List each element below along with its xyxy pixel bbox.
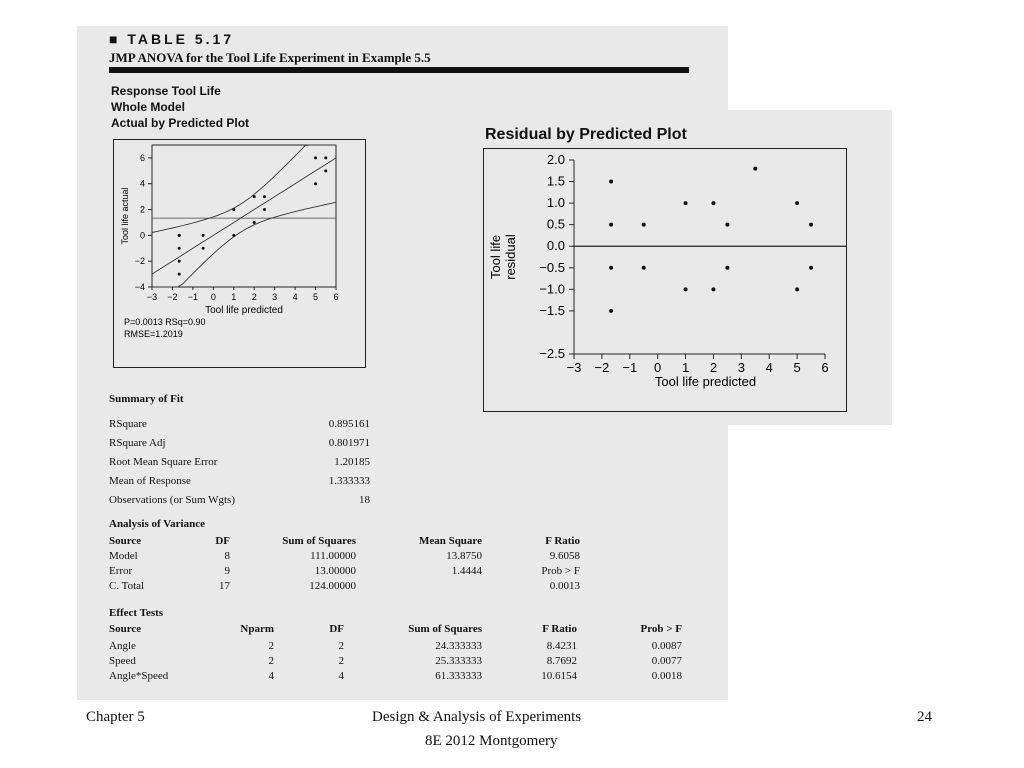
y-tick-label: −4 <box>134 282 145 292</box>
footer-edition: 8E 2012 Montgomery <box>425 733 558 749</box>
effect-cell: Speed <box>109 655 136 667</box>
anova-cell: 111.00000 <box>310 550 356 562</box>
y-tick-label: 1.5 <box>546 173 565 189</box>
residual-point <box>642 266 646 270</box>
effect-cell: 10.6154 <box>541 670 577 682</box>
x-axis-label: Tool life predicted <box>654 374 757 389</box>
anova-cell: Model <box>109 550 138 562</box>
data-point <box>253 195 256 198</box>
title-rule <box>109 67 689 73</box>
y-axis-label: Tool life actual <box>120 187 130 245</box>
effect-cell: 4 <box>268 670 274 682</box>
data-point <box>178 260 181 263</box>
residual-plot-title: Residual by Predicted Plot <box>485 126 687 143</box>
fit-line <box>152 158 336 274</box>
x-tick-label: 0 <box>210 292 216 302</box>
residual-point <box>809 223 813 227</box>
upper-confidence-curve <box>152 145 336 233</box>
effect-cell: 2 <box>338 655 344 667</box>
anova-cell: 8 <box>224 550 230 562</box>
anova-cell: Error <box>109 565 133 577</box>
data-point <box>178 273 181 276</box>
x-tick-label: 6 <box>333 292 339 302</box>
effect-header: Nparm <box>240 623 274 635</box>
effect-cell: 61.333333 <box>435 670 482 682</box>
residual-point <box>609 223 613 227</box>
residual-point <box>795 201 799 205</box>
x-tick-label: 4 <box>292 292 298 302</box>
table-title: JMP ANOVA for the Tool Life Experiment in Example 5.5 <box>109 50 431 65</box>
y-tick-label: 0.0 <box>546 238 565 254</box>
y-tick-label: 2.0 <box>546 152 565 167</box>
effect-cell: 0.0018 <box>651 670 682 682</box>
y-tick-label: −0.5 <box>539 259 565 275</box>
effect-tests-heading: Effect Tests <box>109 607 164 619</box>
data-point <box>314 182 317 185</box>
data-point <box>202 234 205 237</box>
residual-point <box>725 266 729 270</box>
data-point <box>263 208 266 211</box>
x-tick-label: 3 <box>272 292 278 302</box>
residual-point <box>711 201 715 205</box>
footer-page-number: 24 <box>917 709 932 725</box>
y-tick-label: −2 <box>134 256 145 267</box>
anova-cell: 124.00000 <box>309 580 356 592</box>
y-tick-label: −2.5 <box>539 346 565 361</box>
residual-point <box>609 266 613 270</box>
anova-header: Mean Square <box>418 535 482 547</box>
effect-cell: 8.4231 <box>546 640 577 652</box>
effect-cell: Angle*Speed <box>109 670 169 682</box>
anova-header: Sum of Squares <box>282 535 356 547</box>
anova-cell: C. Total <box>109 580 145 592</box>
summary-label: Root Mean Square Error <box>109 456 218 468</box>
anova-cell: 0.0013 <box>549 580 580 592</box>
residual-plot-box <box>483 148 847 412</box>
summary-label: RSquare Adj <box>109 437 166 449</box>
x-tick-label: 2 <box>251 292 257 302</box>
summary-label: RSquare <box>109 418 147 430</box>
x-tick-label: −3 <box>146 292 158 302</box>
actual-by-predicted-box <box>113 139 366 368</box>
y-tick-label: 0 <box>139 230 145 241</box>
data-point <box>232 234 235 237</box>
table-tag: ■ TABLE 5.17 <box>109 31 235 47</box>
effect-header: F Ratio <box>542 623 577 635</box>
y-tick-label: −1.0 <box>539 281 565 297</box>
y-tick-label: 1.0 <box>546 195 565 211</box>
data-point <box>253 221 256 224</box>
summary-value: 18 <box>359 494 370 506</box>
summary-label: Mean of Response <box>109 475 191 487</box>
data-point <box>178 247 181 250</box>
fit-statistics: P=0.0013 RSq=0.90 <box>124 317 206 327</box>
actual-by-predicted-chart <box>114 140 365 367</box>
y-tick-label: 0.5 <box>546 216 565 232</box>
residual-point <box>609 309 613 313</box>
anova-cell: 13.00000 <box>314 565 356 577</box>
effect-cell: 0.0087 <box>651 640 682 652</box>
x-tick-label: 1 <box>231 292 237 302</box>
whole-model-heading: Whole Model <box>111 100 185 114</box>
x-tick-label: 4 <box>765 360 773 375</box>
summary-heading: Summary of Fit <box>109 393 184 405</box>
x-tick-label: 5 <box>313 292 319 302</box>
effect-cell: 0.0077 <box>651 655 682 667</box>
x-tick-label: −1 <box>187 292 199 302</box>
x-tick-label: −1 <box>622 360 638 375</box>
data-point <box>232 208 235 211</box>
residual-point <box>609 180 613 184</box>
y-tick-label: 4 <box>139 178 145 189</box>
x-tick-label: 6 <box>821 360 829 375</box>
effect-header: Source <box>109 623 142 635</box>
anova-cell: 17 <box>219 580 230 592</box>
effect-cell: 8.7692 <box>546 655 577 667</box>
summary-label: Observations (or Sum Wgts) <box>109 494 235 506</box>
effect-cell: 2 <box>338 640 344 652</box>
anova-cell: 9.6058 <box>549 550 580 562</box>
x-tick-label: −3 <box>566 360 582 375</box>
residual-point <box>711 287 715 291</box>
effect-cell: 25.333333 <box>435 655 482 667</box>
anova-heading: Analysis of Variance <box>109 518 205 530</box>
residual-point <box>684 201 688 205</box>
y-tick-label: 6 <box>139 152 145 163</box>
data-point <box>202 247 205 250</box>
x-tick-label: 1 <box>681 360 690 375</box>
data-point <box>324 156 327 159</box>
residual-point <box>725 223 729 227</box>
y-axis-label-line2: residual <box>503 234 518 280</box>
residual-point <box>642 223 646 227</box>
effect-header: Prob > F <box>640 623 682 635</box>
y-axis-label-line1: Tool life <box>488 234 503 280</box>
x-axis-label: Tool life predicted <box>205 305 283 316</box>
residual-by-predicted-chart <box>484 149 846 411</box>
x-tick-label: 2 <box>709 360 718 375</box>
residual-point <box>809 266 813 270</box>
effect-cell: 4 <box>338 670 344 682</box>
residual-point <box>753 167 757 171</box>
effect-cell: Angle <box>109 640 136 652</box>
footer-chapter: Chapter 5 <box>86 709 145 725</box>
effect-cell: 2 <box>268 640 274 652</box>
anova-cell: 13.8750 <box>446 550 482 562</box>
effect-header: Sum of Squares <box>408 623 482 635</box>
anova-header: Source <box>109 535 142 547</box>
x-tick-label: 5 <box>793 360 801 375</box>
actual-plot-heading: Actual by Predicted Plot <box>111 116 250 130</box>
x-tick-label: −2 <box>594 360 610 375</box>
effect-header: DF <box>329 623 344 635</box>
y-tick-label: 2 <box>139 204 145 215</box>
summary-value: 1.333333 <box>328 475 370 487</box>
effect-cell: 24.333333 <box>435 640 482 652</box>
anova-header: DF <box>215 535 230 547</box>
effect-cell: 2 <box>268 655 274 667</box>
summary-value: 0.801971 <box>328 437 370 449</box>
anova-cell: 1.4444 <box>451 565 482 577</box>
residual-point <box>795 287 799 291</box>
x-tick-label: 0 <box>654 360 662 375</box>
anova-cell: Prob > F <box>541 565 580 577</box>
data-point <box>324 169 327 172</box>
data-point <box>263 195 266 198</box>
x-tick-label: −2 <box>167 292 178 302</box>
residual-point <box>684 287 688 291</box>
response-heading: Response Tool Life <box>111 84 221 98</box>
summary-value: 1.20185 <box>334 456 370 468</box>
anova-header: F Ratio <box>545 535 580 547</box>
y-tick-label: −1.5 <box>539 302 565 318</box>
x-tick-label: 3 <box>737 360 745 375</box>
summary-value: 0.895161 <box>328 418 370 430</box>
data-point <box>178 234 181 237</box>
footer-book-title: Design & Analysis of Experiments <box>372 709 582 725</box>
anova-cell: 9 <box>224 565 230 577</box>
data-point <box>314 156 317 159</box>
rmse-statistic: RMSE=1.2019 <box>124 329 183 339</box>
